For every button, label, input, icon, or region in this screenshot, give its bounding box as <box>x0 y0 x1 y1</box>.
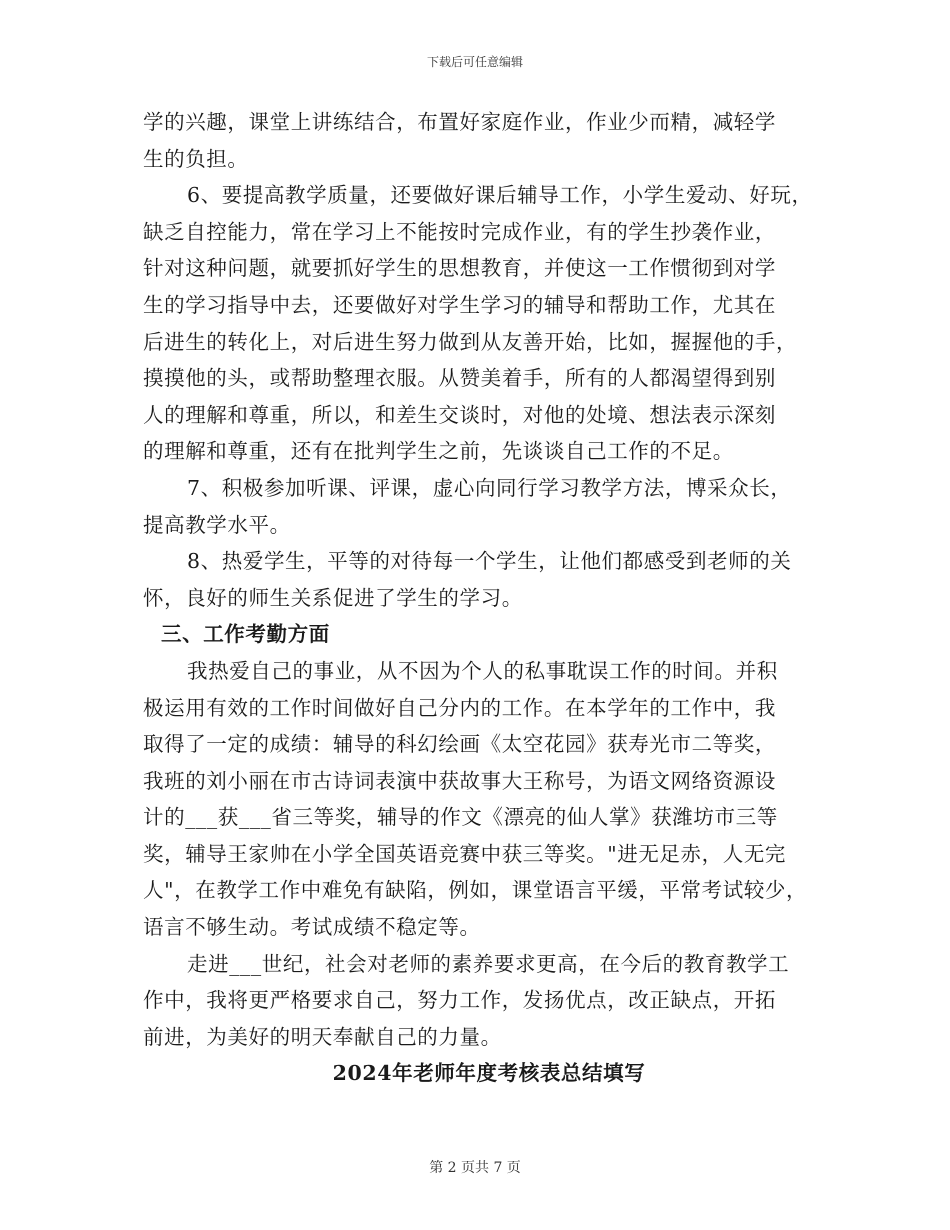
paragraph-line: 前进，为美好的明天奉献自己的力量。 <box>143 1024 502 1049</box>
paragraph-line: 生的负担。 <box>143 146 249 171</box>
paragraph-line: 走进___世纪，社会对老师的素养要求更高，在今后的教育教学工 <box>187 951 790 976</box>
paragraph-line: 后进生的转化上，对后进生努力做到从友善开始，比如，握握他的手， <box>143 329 798 354</box>
paragraph-line: 人"，在教学工作中难免有缺陷，例如，课堂语言平缓，平常考试较少， <box>143 878 808 903</box>
paragraph-line: 6、要提高教学质量，还要做好课后辅导工作，小学生爱动、好玩， <box>187 183 813 208</box>
section-heading: 三、工作考勤方面 <box>161 622 330 647</box>
paragraph-line: 极运用有效的工作时间做好自己分内的工作。在本学年的工作中，我 <box>143 695 776 720</box>
paragraph-line: 的理解和尊重，还有在批判学生之前，先谈谈自己工作的不足。 <box>143 439 734 464</box>
paragraph-line: 怀，良好的师生关系促进了学生的学习。 <box>143 585 523 610</box>
paragraph-line: 生的学习指导中去，还要做好对学生学习的辅导和帮助工作，尤其在 <box>143 292 776 317</box>
paragraph-line: 计的___获___省三等奖，辅导的作文《漂亮的仙人掌》获潍坊市三等 <box>143 805 778 830</box>
paragraph-line: 我热爱自己的事业，从不因为个人的私事耽误工作的时间。并积 <box>187 658 778 683</box>
paragraph-line: 作中，我将更严格要求自己，努力工作，发扬优点，改正缺点，开拓 <box>143 988 776 1013</box>
paragraph-line: 针对这种问题，就要抓好学生的思想教育，并使这一工作惯彻到对学 <box>143 256 776 281</box>
paragraph-line: 7、积极参加听课、评课，虚心向同行学习教学方法，博采众长， <box>187 475 792 500</box>
paragraph-line: 8、热爱学生，平等的对待每一个学生，让他们都感受到老师的关 <box>187 549 792 574</box>
page-header: 下载后可任意编辑 <box>426 55 523 69</box>
document-body <box>143 104 823 1092</box>
paragraph-line: 提高教学水平。 <box>143 512 291 537</box>
paragraph-line: 取得了一定的成绩：辅导的科幻绘画《太空花园》获寿光市二等奖， <box>143 732 776 757</box>
paragraph-line: 语言不够生动。考试成绩不稳定等。 <box>143 915 481 940</box>
paragraph-line: 摸摸他的头，或帮助整理衣服。从赞美着手，所有的人都渴望得到别 <box>143 366 776 391</box>
paragraph-line: 缺乏自控能力，常在学习上不能按时完成作业，有的学生抄袭作业， <box>143 219 776 244</box>
paragraph-line: 人的理解和尊重，所以，和差生交谈时，对他的处境、想法表示深刻 <box>143 402 776 427</box>
document-title: 2024年老师年度考核表总结填写 <box>332 1061 646 1086</box>
paragraph-line: 学的兴趣，课堂上讲练结合，布置好家庭作业，作业少而精，减轻学 <box>143 110 776 134</box>
paragraph-line: 我班的刘小丽在市古诗词表演中获故事大王称号，为语文网络资源设 <box>143 768 776 793</box>
paragraph-line: 奖，辅导王家帅在小学全国英语竞赛中获三等奖。"进无足赤，人无完 <box>143 841 787 866</box>
page-footer: 第 2 页共 7 页 <box>429 1160 521 1176</box>
